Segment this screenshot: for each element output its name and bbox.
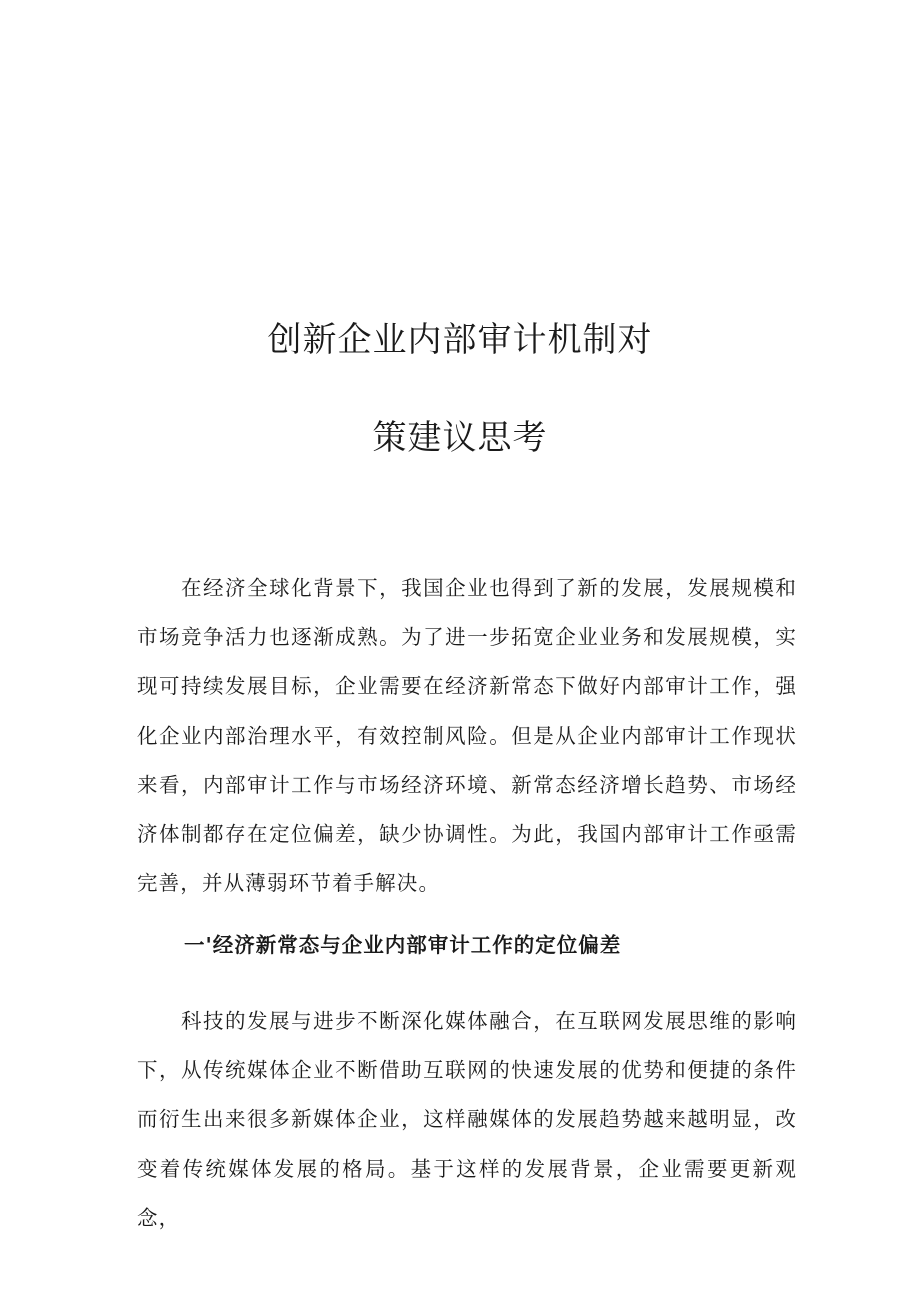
document-title-line-1: 创新企业内部审计机制对 xyxy=(267,320,653,360)
document-title-line-2: 策建议思考 xyxy=(372,418,548,458)
section-heading-1: 一'经济新常态与企业内部审计工作的定位偏差 xyxy=(184,933,622,957)
body-paragraph-section-1: 科技的发展与进步不断深化媒体融合，在互联网发展思维的影响下，从传统媒体企业不断借助互联网的快速发展的优势和便捷的条件而衍生出来很多新媒体企业，这样融媒体的发展趋势越来越明显，改变着传统媒体发展的格局。基于这样的发展背景，企业需要更新观念， xyxy=(137,1009,797,1230)
body-paragraph-intro: 在经济全球化背景下，我国企业也得到了新的发展，发展规模和市场竞争活力也逐渐成熟。为了进一步拓宽企业业务和发展规模，实现可持续发展目标，企业需要在经济新常态下做好内部审计工作，强化企业内部治理水平，有效控制风险。但是从企业内部审计工作现状来看，内部审计工作与市场经济环境、新常态经济增长趋势、市场经济体制都存在定位偏差，缺少协调性。为此，我国内部审计工作亟需完善，并从薄弱环节着手解决。 xyxy=(137,576,797,896)
